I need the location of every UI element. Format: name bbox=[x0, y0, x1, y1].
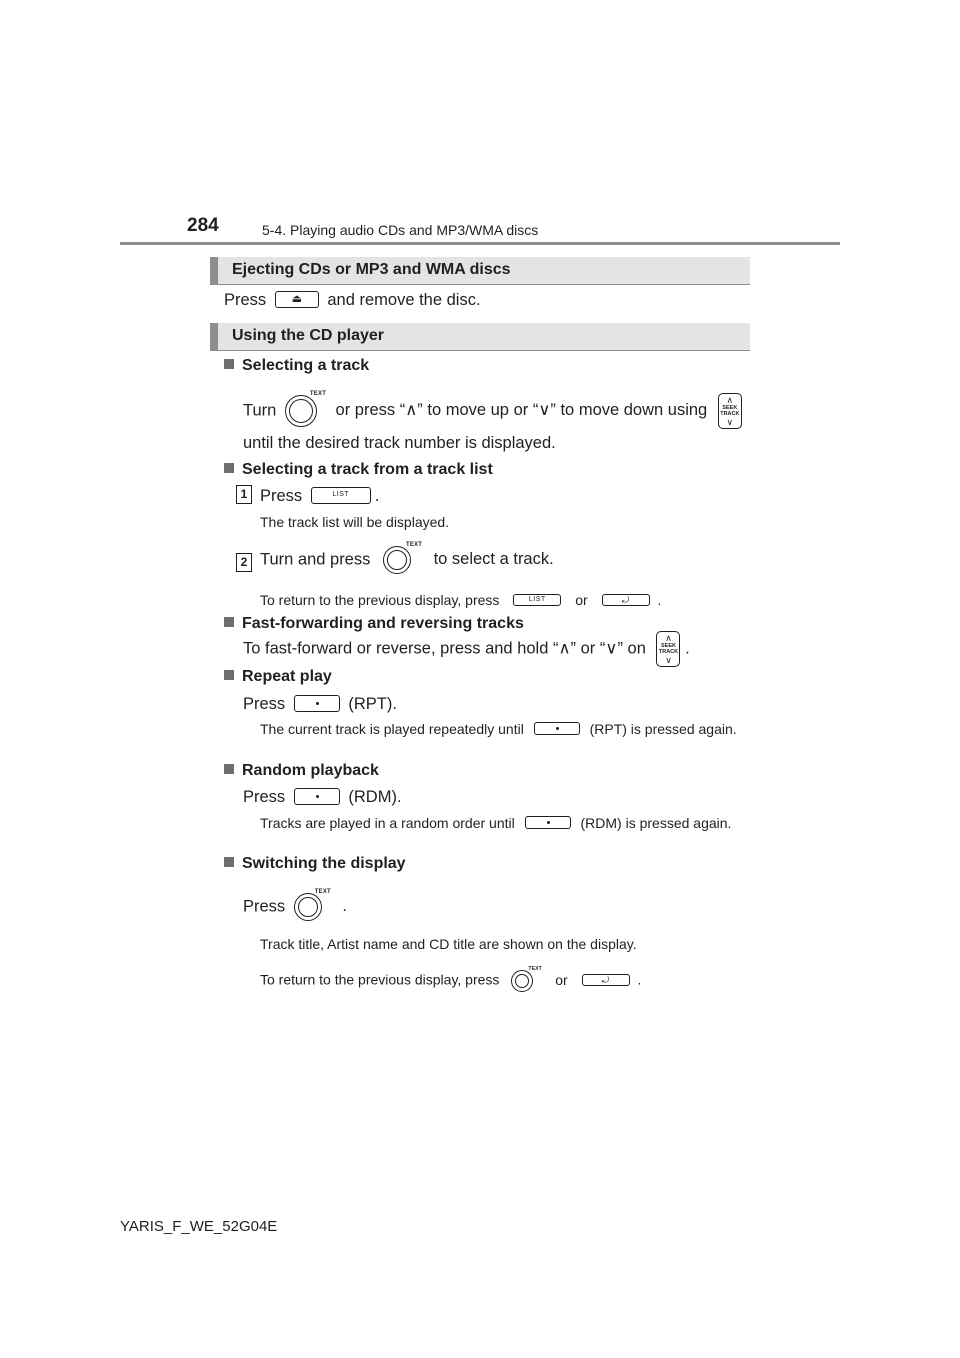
knob-label: TEXT bbox=[405, 542, 423, 548]
section-title: Using the CD player bbox=[232, 327, 385, 344]
dot-icon bbox=[547, 821, 550, 824]
random-note bbox=[260, 815, 745, 832]
rpt-button-icon bbox=[294, 695, 340, 712]
heading-text: Fast-forwarding and reversing tracks bbox=[242, 615, 524, 632]
text: Press bbox=[243, 695, 286, 713]
knob-label: TEXT bbox=[309, 391, 327, 397]
text: . bbox=[685, 639, 690, 658]
subheading-selecting-track bbox=[224, 357, 369, 375]
knob-label: TEXT bbox=[528, 966, 542, 972]
switch-display-note1: Track title, Artist name and CD title are shown on the display. bbox=[260, 936, 637, 952]
section-bar-cd-player bbox=[210, 323, 750, 351]
tune-knob-icon bbox=[511, 966, 542, 992]
step-number-2: 2 bbox=[236, 553, 252, 572]
text: . bbox=[657, 592, 662, 608]
seek-label-2: TRACK bbox=[658, 649, 679, 655]
back-button-icon bbox=[582, 974, 630, 986]
selecting-track-line2: until the desired track number is displayed. bbox=[243, 434, 556, 452]
back-button-icon bbox=[602, 594, 650, 606]
header-rule bbox=[120, 242, 840, 245]
eject-button-icon bbox=[275, 291, 319, 308]
text: Press bbox=[243, 897, 286, 916]
text: or bbox=[575, 592, 588, 608]
square-bullet-icon bbox=[224, 670, 234, 680]
dot-icon bbox=[316, 795, 319, 798]
seek-label-1: SEEK bbox=[660, 643, 676, 649]
text: Turn and press bbox=[260, 550, 371, 569]
heading-text: Selecting a track bbox=[242, 357, 370, 374]
back-glyph: ⤾ bbox=[601, 974, 610, 985]
text: (RPT) is pressed again. bbox=[589, 721, 737, 737]
switch-display-instruction bbox=[243, 889, 347, 921]
text: (RDM) is pressed again. bbox=[580, 815, 732, 831]
heading-text: Selecting a track from a track list bbox=[242, 461, 493, 478]
list-label: LIST bbox=[332, 491, 350, 498]
text: Turn bbox=[243, 401, 277, 420]
section-bar-eject bbox=[210, 257, 750, 285]
seek-label bbox=[719, 405, 741, 417]
section-title: Ejecting CDs or MP3 and WMA discs bbox=[232, 261, 511, 278]
tune-knob-icon bbox=[383, 542, 423, 574]
seek-track-button-icon bbox=[656, 631, 680, 667]
seek-track-button-icon bbox=[718, 393, 742, 429]
seek-label-1: SEEK bbox=[722, 405, 738, 411]
switch-display-note2 bbox=[260, 966, 642, 992]
square-bullet-icon bbox=[224, 617, 234, 627]
track-list-step1-note: The track list will be displayed. bbox=[260, 514, 450, 530]
fast-forward-text bbox=[243, 631, 690, 667]
text: or press “∧” to move up or “∨” to move down using bbox=[335, 401, 708, 420]
text: . bbox=[342, 897, 347, 916]
heading-text: Switching the display bbox=[242, 855, 406, 872]
seek-label bbox=[657, 643, 679, 655]
text: to select a track. bbox=[433, 550, 554, 569]
dot-icon bbox=[316, 702, 319, 705]
text: and remove the disc. bbox=[327, 291, 481, 309]
text: Press bbox=[224, 291, 267, 309]
tune-knob-icon bbox=[294, 889, 331, 921]
subheading-repeat bbox=[224, 668, 332, 686]
text: . bbox=[637, 971, 642, 988]
chevron-down-icon: ∨ bbox=[726, 417, 734, 427]
subheading-track-list bbox=[224, 461, 493, 479]
subheading-switch-display bbox=[224, 855, 406, 873]
text: To fast-forward or reverse, press and hold “∧” or “∨” on bbox=[243, 639, 646, 658]
track-list-step2-note bbox=[260, 592, 661, 608]
chapter-title: 5-4. Playing audio CDs and MP3/WMA discs bbox=[262, 222, 539, 238]
square-bullet-icon bbox=[224, 463, 234, 473]
chevron-up-icon: ∧ bbox=[665, 633, 672, 643]
track-list-step2 bbox=[260, 542, 554, 574]
chevron-up-icon: ∧ bbox=[726, 395, 734, 405]
subheading-random bbox=[224, 762, 379, 780]
rpt-button-icon bbox=[534, 722, 580, 735]
text: To return to the previous display, press bbox=[260, 971, 500, 988]
eject-glyph: ⏏ bbox=[291, 293, 302, 305]
track-list-step1 bbox=[260, 487, 379, 506]
random-instruction bbox=[243, 788, 402, 807]
rdm-button-icon bbox=[525, 816, 571, 829]
square-bullet-icon bbox=[224, 857, 234, 867]
text: The current track is played repeatedly until bbox=[260, 721, 524, 737]
repeat-instruction bbox=[243, 695, 397, 714]
square-bullet-icon bbox=[224, 764, 234, 774]
text: (RPT). bbox=[348, 695, 397, 713]
text: To return to the previous display, press bbox=[260, 592, 500, 608]
eject-instruction bbox=[224, 291, 481, 310]
heading-text: Random playback bbox=[242, 762, 379, 779]
knob-label: TEXT bbox=[314, 889, 331, 895]
repeat-note bbox=[260, 721, 745, 738]
heading-text: Repeat play bbox=[242, 668, 332, 685]
page-number: 284 bbox=[187, 215, 219, 236]
footer-document-code: YARIS_F_WE_52G04E bbox=[120, 1218, 278, 1235]
square-bullet-icon bbox=[224, 359, 234, 369]
text: Tracks are played in a random order until bbox=[260, 815, 515, 831]
tune-knob-icon bbox=[285, 391, 327, 427]
text: (RDM). bbox=[348, 788, 402, 806]
text: . bbox=[374, 487, 380, 505]
list-label: LIST bbox=[528, 596, 546, 603]
selecting-track-line1 bbox=[243, 393, 742, 429]
list-button-icon bbox=[311, 487, 371, 504]
text: Press bbox=[260, 487, 303, 505]
text: or bbox=[555, 971, 568, 988]
chevron-down-icon: ∨ bbox=[665, 655, 672, 665]
back-glyph: ⤾ bbox=[621, 595, 630, 605]
dot-icon bbox=[556, 727, 559, 730]
seek-label-2: TRACK bbox=[720, 411, 740, 417]
list-button-icon bbox=[513, 594, 561, 606]
text: Press bbox=[243, 788, 286, 806]
step-number-1: 1 bbox=[236, 485, 252, 504]
rdm-button-icon bbox=[294, 788, 340, 805]
